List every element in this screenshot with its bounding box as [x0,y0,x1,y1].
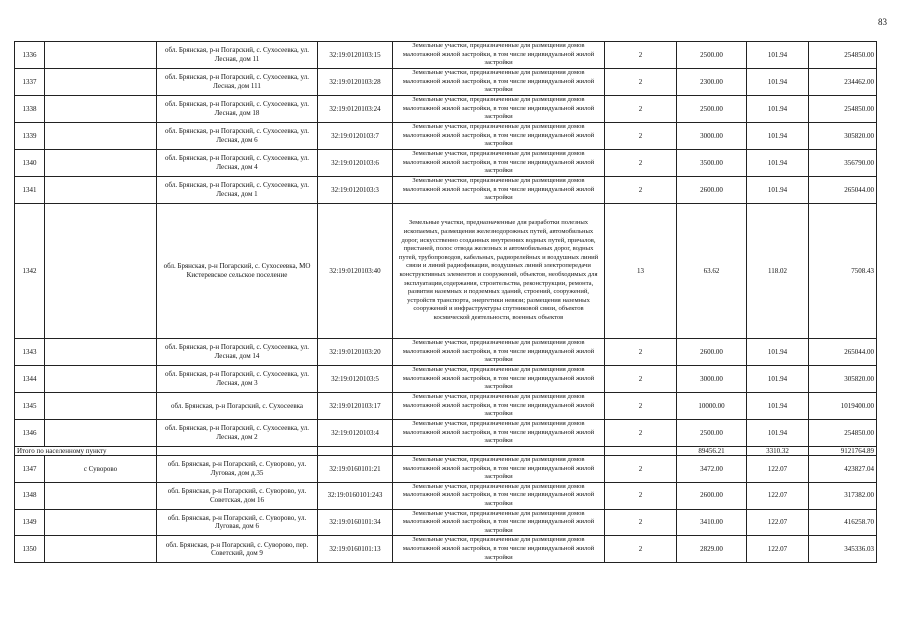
row-rate: 101.94 [747,393,809,420]
table-body-big-row [15,204,877,339]
row-area: 2600.00 [677,339,747,366]
row-group: 13 [605,204,677,339]
row-number: 1348 [15,482,45,509]
row-area: 2500.00 [677,42,747,69]
table-row [15,536,877,563]
row-number: 1349 [15,509,45,536]
table-row [15,204,877,339]
row-land-use: Земельные участки, предназначенные для размещения домов малоэтажной жилой застройки, в том числе индивидуальной жилой застройки [393,339,605,366]
row-group: 2 [605,456,677,483]
row-group: 2 [605,123,677,150]
row-area: 2829.00 [677,536,747,563]
row-area: 2500.00 [677,420,747,447]
row-rate: 101.94 [747,420,809,447]
row-value: 254850.00 [809,420,877,447]
row-value: 265044.00 [809,177,877,204]
row-rate: 101.94 [747,177,809,204]
table-row [15,482,877,509]
row-cadastral-number: 32:19:0120103:28 [318,69,393,96]
table-body-suvorovo [15,456,877,563]
row-number: 1350 [15,536,45,563]
row-land-use: Земельные участки, предназначенные для размещения домов малоэтажной жилой застройки, в том числе индивидуальной жилой застройки [393,420,605,447]
table-row [15,509,877,536]
table-body-lesnaya-b [15,339,877,447]
row-value: 254850.00 [809,96,877,123]
row-land-use: Земельные участки, предназначенные для размещения домов малоэтажной жилой застройки, в том числе индивидуальной жилой застройки [393,123,605,150]
row-group: 2 [605,96,677,123]
row-address: обл. Брянская, р-н Погарский, с. Суворово, ул. Луговая, дом д.35 [157,456,318,483]
row-value: 317382.00 [809,482,877,509]
row-land-use: Земельные участки, предназначенные для размещения домов малоэтажной жилой застройки, в том числе индивидуальной жилой застройки [393,150,605,177]
row-land-use: Земельные участки, предназначенные для размещения домов малоэтажной жилой застройки, в том числе индивидуальной жилой застройки [393,96,605,123]
row-value: 416258.70 [809,509,877,536]
total-rate: 3310.32 [747,447,809,456]
row-number: 1342 [15,204,45,339]
total-label: Итого по населенному пункту [15,447,157,456]
row-land-use: Земельные участки, предназначенные для размещения домов малоэтажной жилой застройки, в том числе индивидуальной жилой застройки [393,69,605,96]
row-group: 2 [605,69,677,96]
row-area: 10000.00 [677,393,747,420]
total-row [15,447,877,456]
row-land-use: Земельные участки, предназначенные для размещения домов малоэтажной жилой застройки, в том числе индивидуальной жилой застройки [393,509,605,536]
row-address: обл. Брянская, р-н Погарский, с. Сухосеевка, ул. Лесная, дом 2 [157,420,318,447]
row-number: 1338 [15,96,45,123]
row-address: обл. Брянская, р-н Погарский, с. Сухосеевка, МО Кистеревское сельское поселение [157,204,318,339]
row-address: обл. Брянская, р-н Погарский, с. Сухосеевка, ул. Лесная, дом 14 [157,339,318,366]
row-address: обл. Брянская, р-н Погарский, с. Сухосеевка, ул. Лесная, дом 18 [157,96,318,123]
row-cadastral-number: 32:19:0120103:17 [318,393,393,420]
row-address: обл. Брянская, р-н Погарский, с. Сухосеевка [157,393,318,420]
row-group: 2 [605,339,677,366]
row-group: 2 [605,536,677,563]
row-land-use: Земельные участки, предназначенные для размещения домов малоэтажной жилой застройки, в том числе индивидуальной жилой застройки [393,536,605,563]
row-group: 2 [605,150,677,177]
row-number: 1340 [15,150,45,177]
cadastral-value-table [14,41,877,563]
settlement-name: с Суворово [45,456,157,483]
row-cadastral-number: 32:19:0120103:4 [318,420,393,447]
row-area: 2500.00 [677,96,747,123]
table-row [15,456,877,483]
row-rate: 101.94 [747,123,809,150]
row-rate: 101.94 [747,339,809,366]
row-land-use: Земельные участки, предназначенные для размещения домов малоэтажной жилой застройки, в том числе индивидуальной жилой застройки [393,482,605,509]
row-value: 265044.00 [809,339,877,366]
row-value: 305820.00 [809,123,877,150]
table-row [15,42,877,69]
row-value: 1019400.00 [809,393,877,420]
row-group: 2 [605,509,677,536]
row-address: обл. Брянская, р-н Погарский, с. Суворово, пер. Советский, дом 9 [157,536,318,563]
row-cadastral-number: 32:19:0160101:13 [318,536,393,563]
row-rate: 101.94 [747,69,809,96]
row-land-use: Земельные участки, предназначенные для размещения домов малоэтажной жилой застройки, в том числе индивидуальной жилой застройки [393,456,605,483]
row-rate: 122.07 [747,536,809,563]
row-area: 2600.00 [677,177,747,204]
row-number: 1337 [15,69,45,96]
row-cadastral-number: 32:19:0120103:40 [318,204,393,339]
row-cadastral-number: 32:19:0160101:34 [318,509,393,536]
row-cadastral-number: 32:19:0120103:5 [318,366,393,393]
row-address: обл. Брянская, р-н Погарский, с. Суворово, ул. Луговая, дом 6 [157,509,318,536]
row-cadastral-number: 32:19:0120103:6 [318,150,393,177]
row-address: обл. Брянская, р-н Погарский, с. Сухосеевка, ул. Лесная, дом 4 [157,150,318,177]
table-row [15,420,877,447]
row-cadastral-number: 32:19:0120103:20 [318,339,393,366]
row-rate: 101.94 [747,150,809,177]
row-group: 2 [605,366,677,393]
row-cadastral-number: 32:19:0160101:21 [318,456,393,483]
row-number: 1344 [15,366,45,393]
row-area: 3000.00 [677,366,747,393]
row-address: обл. Брянская, р-н Погарский, с. Сухосеевка, ул. Лесная, дом 111 [157,69,318,96]
table-row [15,339,877,366]
row-rate: 122.07 [747,482,809,509]
row-area: 2300.00 [677,69,747,96]
row-number: 1341 [15,177,45,204]
row-cadastral-number: 32:19:0120103:3 [318,177,393,204]
row-number: 1339 [15,123,45,150]
row-number: 1345 [15,393,45,420]
table-row [15,69,877,96]
row-rate: 101.94 [747,366,809,393]
row-rate: 101.94 [747,96,809,123]
row-rate: 122.07 [747,456,809,483]
row-number: 1347 [15,456,45,483]
row-number: 1343 [15,339,45,366]
row-land-use: Земельные участки, предназначенные для размещения домов малоэтажной жилой застройки, в том числе индивидуальной жилой застройки [393,393,605,420]
row-area: 3500.00 [677,150,747,177]
row-cadastral-number: 32:19:0160101:243 [318,482,393,509]
table-body-lesnaya-a [15,42,877,204]
row-group: 2 [605,42,677,69]
table-row [15,393,877,420]
table-row [15,123,877,150]
row-group: 2 [605,393,677,420]
row-cadastral-number: 32:19:0120103:24 [318,96,393,123]
table-body-total [15,447,877,456]
row-area: 2600.00 [677,482,747,509]
table-row [15,150,877,177]
row-land-use: Земельные участки, предназначенные для размещения домов малоэтажной жилой застройки, в том числе индивидуальной жилой застройки [393,42,605,69]
row-area: 63.62 [677,204,747,339]
row-area: 3000.00 [677,123,747,150]
row-group: 2 [605,177,677,204]
row-value: 7508.43 [809,204,877,339]
table-row [15,96,877,123]
row-cadastral-number: 32:19:0120103:15 [318,42,393,69]
total-area: 89456.21 [677,447,747,456]
page-number: 83 [878,17,887,27]
row-number: 1346 [15,420,45,447]
table-row [15,366,877,393]
row-rate: 101.94 [747,42,809,69]
row-value: 345336.03 [809,536,877,563]
row-address: обл. Брянская, р-н Погарский, с. Сухосеевка, ул. Лесная, дом 1 [157,177,318,204]
row-rate: 122.07 [747,509,809,536]
row-group: 2 [605,420,677,447]
row-cadastral-number: 32:19:0120103:7 [318,123,393,150]
row-value: 254850.00 [809,42,877,69]
total-value: 9121764.89 [809,447,877,456]
row-land-use: Земельные участки, предназначенные для размещения домов малоэтажной жилой застройки, в том числе индивидуальной жилой застройки [393,177,605,204]
row-address: обл. Брянская, р-н Погарский, с. Сухосеевка, ул. Лесная, дом 6 [157,123,318,150]
row-area: 3410.00 [677,509,747,536]
table-row [15,177,877,204]
row-area: 3472.00 [677,456,747,483]
row-value: 423827.04 [809,456,877,483]
row-value: 234462.00 [809,69,877,96]
row-group: 2 [605,482,677,509]
row-address: обл. Брянская, р-н Погарский, с. Суворово, ул. Советская, дом 16 [157,482,318,509]
row-value: 305820.00 [809,366,877,393]
row-number: 1336 [15,42,45,69]
row-rate: 118.02 [747,204,809,339]
row-address: обл. Брянская, р-н Погарский, с. Сухосеевка, ул. Лесная, дом 11 [157,42,318,69]
row-address: обл. Брянская, р-н Погарский, с. Сухосеевка, ул. Лесная, дом 3 [157,366,318,393]
row-land-use: Земельные участки, предназначенные для разработки полезных ископаемых, размещения железнодорожных путей, автомобильных дорог, искусственно созданных внутренних водных путей, причалов, пристаней, полос отвода железных и автомобильных дорог, водных путей, трубопроводов, кабельных, радиорелейных и воздушных линий связи и линий радиофикации, воздушных линий электропередачи конструктивных элементов и сооружений, объектов, необходимых для эксплуатации,содержания, строительства, реконструкции, ремонта, развития наземных и подземных зданий, строений, сооружений, устройств транспорта, энергетики невязи; размещения наземных сооружений и инфраструктуры спутниковой связи, объектов космической деятельности, военных объектов [393,204,605,339]
row-land-use: Земельные участки, предназначенные для размещения домов малоэтажной жилой застройки, в том числе индивидуальной жилой застройки [393,366,605,393]
row-value: 356790.00 [809,150,877,177]
